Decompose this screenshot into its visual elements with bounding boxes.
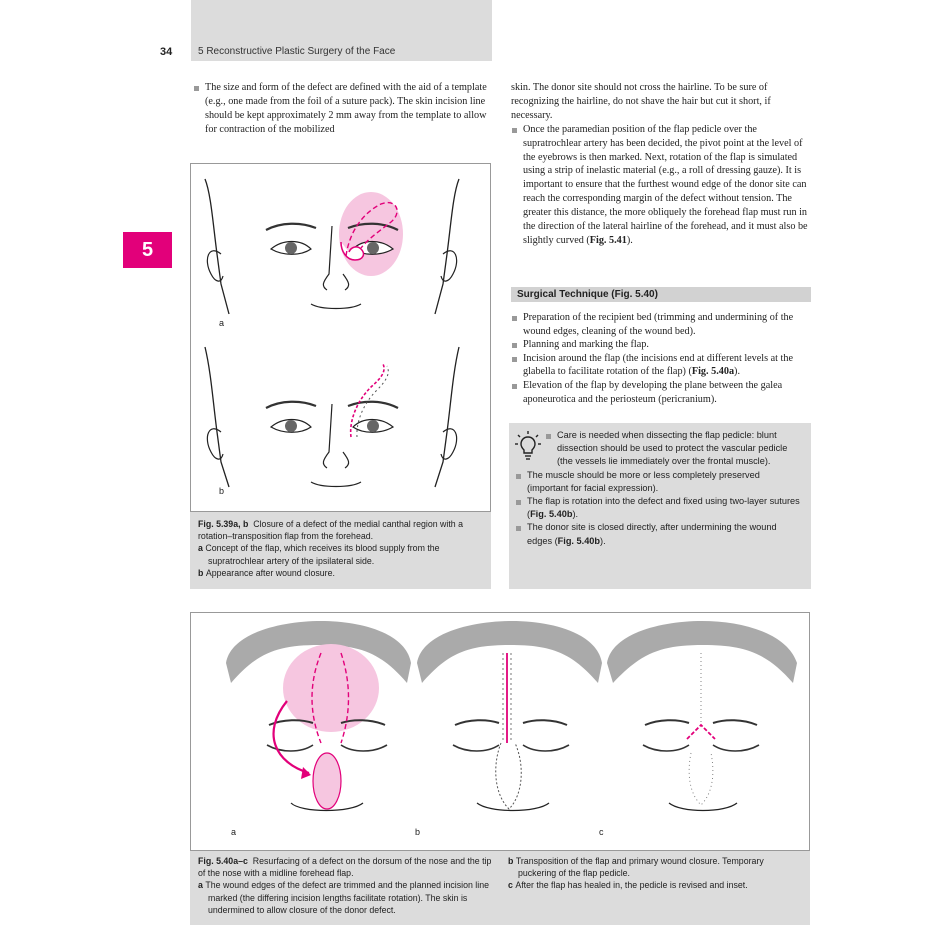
face-panel-a [205, 179, 459, 314]
figure-ref[interactable]: Fig. 5.40b [530, 509, 573, 520]
procedure-step: Planning and marking the flap. [511, 338, 813, 352]
page-number: 34 [160, 46, 173, 58]
left-column-text [193, 81, 493, 137]
procedure-step: Elevation of the flap by developing the plane between the galea aponeurotica and the periosteum (pericranium). [511, 379, 813, 406]
section-heading: Surgical Technique (Fig. 5.40) [511, 287, 811, 302]
figure-5-40-illustration [191, 613, 809, 850]
panel-label-a: a [219, 318, 225, 328]
figure-ref[interactable]: Fig. 5.41 [589, 234, 627, 246]
face-panel-a [226, 621, 411, 811]
tip-item: The donor site is closed directly, after undermining the wound edges (Fig. 5.40b). [515, 521, 803, 547]
caption-item-a: Concept of the flap, which receives its blood supply from the supratrochlear artery of the ipsilateral side. [205, 543, 440, 566]
figure-5-40-caption: Fig. 5.40a–c Resurfacing of a defect on the dorsum of the nose and the tip of the nose with a midline forehead flap. a The wound edges of the defect are trimmed and the planned incision line marked (the differing incision lengths facilitate rotation). The skin is undermined to allow closure of the donor defect. b Transposition of the flap and primary wound closure. Temporary puckering of the flap pedicle. c After the flap has healed in, the pedicle is revised and inset. [190, 851, 810, 925]
panel-label-b: b [219, 486, 225, 496]
tip-box [509, 423, 811, 589]
figure-5-40 [190, 612, 810, 851]
flap-zone [339, 192, 403, 276]
panel-label-a: a [231, 827, 237, 837]
figure-ref[interactable]: Fig. 5.40a [691, 366, 735, 378]
right-column-text [511, 81, 813, 248]
caption-item-a: The wound edges of the defect are trimmed and the planned incision line marked (the differing incision lengths facilitate rotation). The skin is undermined to allow closure of the donor defect. [205, 880, 489, 915]
tip-item: Care is needed when dissecting the flap pedicle: blunt dissection should be used to protect the vascular pedicle (the vessels lie immediately over the frontal muscle). [545, 429, 803, 469]
running-head: 5 Reconstructive Plastic Surgery of the Face [198, 46, 396, 57]
caption-item-b: Transposition of the flap and primary wound closure. Temporary puckering of the flap pedicle. [515, 856, 764, 879]
bullet-pivot-point: Once the paramedian position of the flap pedicle over the supratrochlear artery has been decided, the pivot point at the level of the eyebrows is then marked. Next, rotation of the flap is simulated using a strip of inelastic material (e.g., a roll of dressing gauze). It is important to ensure that the furthest wound edge of the donor site can reach the corresponding margin of the defect without tension. The greater this distance, the more obliquely the forehead flap must run in the direction of the lateral hairline of the forehead, and it must also be slightly curved (Fig. 5.41). [511, 123, 813, 248]
face-panel-c [607, 621, 797, 811]
figure-5-39 [190, 163, 491, 512]
figure-5-39-illustration [191, 164, 490, 511]
caption-text: Closure of a defect of the medial canthal region with a rotation–transposition flap from the forehead. [198, 519, 464, 542]
bullet-template: The size and form of the defect are defined with the aid of a template (e.g., one made from the foil of a suture pack). The skin incision line should be kept approximately 2 mm away from the template to allow for contraction of the mobilized [193, 81, 493, 137]
procedure-step: Incision around the flap (the incisions end at different levels at the glabella to facilitate rotation of the flap) (Fig. 5.40a). [511, 352, 813, 379]
caption-label: Fig. 5.39a, b [198, 519, 249, 529]
face-panel-b [417, 621, 602, 811]
figure-ref[interactable]: Fig. 5.40b [557, 535, 601, 546]
procedure-list [511, 311, 813, 406]
panel-label-c: c [599, 827, 604, 837]
chapter-tab: 5 [123, 232, 172, 268]
figure-5-39-caption: Fig. 5.39a, b Closure of a defect of the medial canthal region with a rotation–transposition flap from the forehead. a Concept of the flap, which receives its blood supply from the supratrochlear artery of the ipsilateral side. b Appearance after wound closure. [190, 512, 491, 589]
caption-text: Resurfacing of a defect on the dorsum of the nose and the tip of the nose with a midline forehead flap. [198, 856, 492, 879]
face-panel-b [205, 347, 459, 487]
tip-item: The muscle should be more or less completely preserved (important for facial expression). [515, 469, 803, 495]
caption-label: Fig. 5.40a–c [198, 856, 248, 866]
continuation-text: skin. The donor site should not cross the hairline. To be sure of recognizing the hairline, do not shave the hair but cut it short, if necessary. [511, 82, 771, 121]
caption-item-b: Appearance after wound closure. [205, 567, 335, 578]
panel-label-b: b [415, 827, 421, 837]
tip-item: The flap is rotation into the defect and fixed using two-layer sutures (Fig. 5.40b). [515, 495, 803, 521]
caption-item-c: After the flap has healed in, the pedicle is revised and inset. [515, 880, 748, 891]
procedure-step: Preparation of the recipient bed (trimming and undermining of the wound edges, cleaning of the wound bed). [511, 311, 813, 338]
